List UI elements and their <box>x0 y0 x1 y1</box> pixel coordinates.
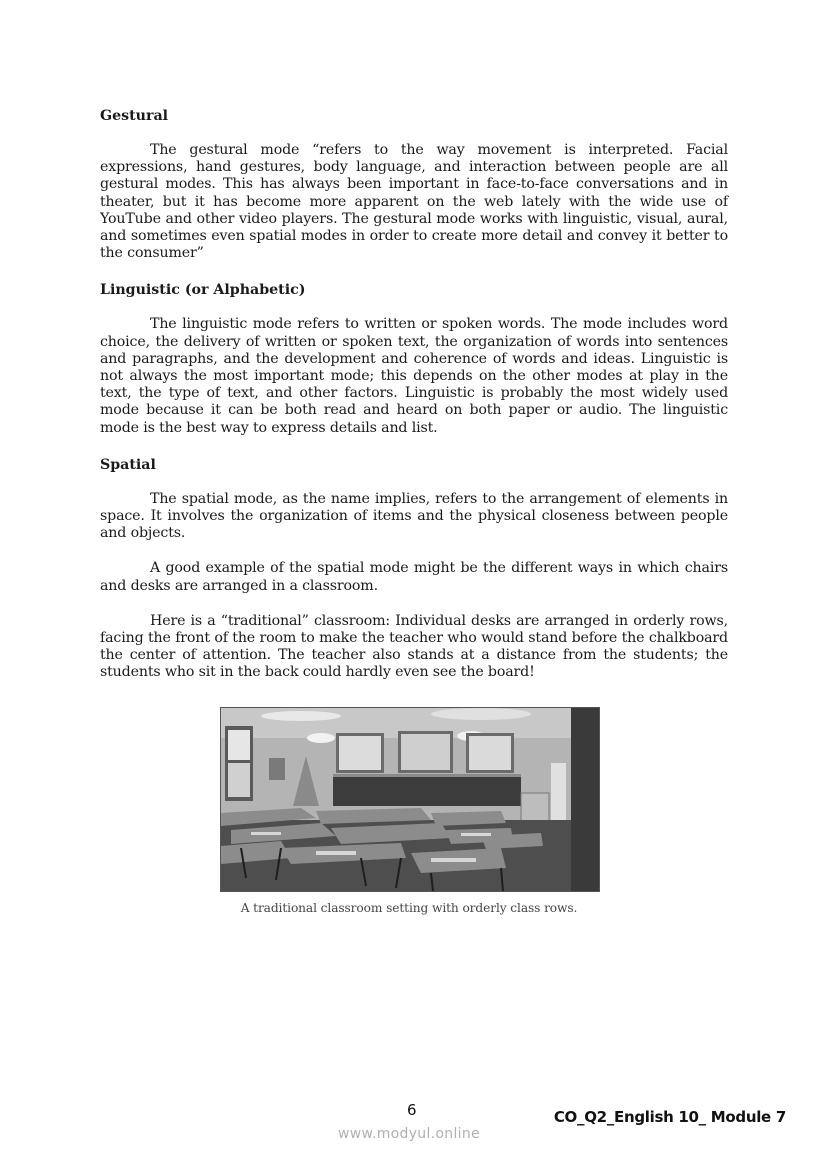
page-number: 6 <box>407 1101 417 1119</box>
document-body <box>100 106 728 700</box>
section-heading: Gestural <box>100 108 169 124</box>
section-gestural <box>100 106 728 262</box>
watermark: www.modyul.online <box>338 1126 480 1142</box>
classroom-photo <box>220 707 600 892</box>
figure-caption: A traditional classroom setting with orderly class rows. <box>240 901 578 915</box>
paragraph: A good example of the spatial mode might be the different ways in which chairs and desks are arranged in a classroom. <box>100 560 728 594</box>
module-code: CO_Q2_English 10_ Module 7 <box>553 1108 786 1126</box>
section-spatial <box>100 455 728 682</box>
section-heading: Linguistic (or Alphabetic) <box>100 282 306 299</box>
section-linguistic <box>100 280 728 436</box>
section-heading: Spatial <box>100 456 156 473</box>
paragraph: The linguistic mode refers to written or spoken words. The mode includes word choice, the delivery of written or spoken text, the organization of words into sentences and paragraphs, and the development and coherence of words and ideas. Linguistic is not always the most important mode; this depends on the other modes at play in the text, the type of text, and other factors. Linguistic is probably the most widely used mode because it can be both read and heard on both paper or audio. The linguistic mode is the best way to express details and list. <box>100 316 728 436</box>
classroom-figure <box>220 707 598 915</box>
paragraph: The spatial mode, as the name implies, refers to the arrangement of elements in space. It involves the organization of items and the physical closeness between people and objects. <box>100 490 728 542</box>
paragraph: Here is a “traditional” classroom: Individual desks are arranged in orderly rows, facing the front of the room to make the teacher who would stand before the chalkboard the center of attention. The teacher also stands at a distance from the students; the students who sit in the back could hardly even see the board! <box>100 612 728 681</box>
paragraph: The gestural mode “refers to the way movement is interpreted. Facial expressions, hand gestures, body language, and interaction between people are all gestural modes. This has always been important in face-to-face conversations and in theater, but it has become more apparent on the web lately with the wide use of YouTube and other video players. The gestural mode works with linguistic, visual, aural, and sometimes even spatial modes in order to create more detail and convey it better to the consumer” <box>100 142 728 262</box>
